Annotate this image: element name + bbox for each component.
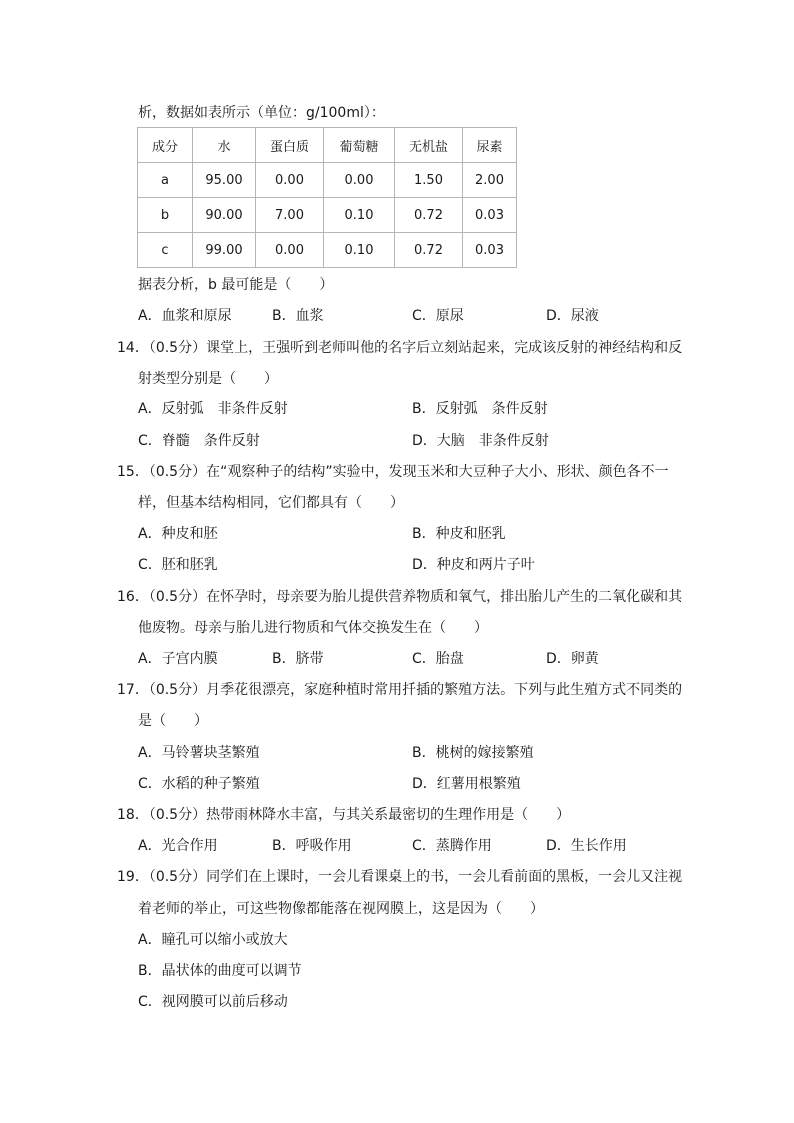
table-header: 尿素 — [463, 128, 517, 163]
table-cell: 0.72 — [395, 198, 463, 233]
table-cell: 1.50 — [395, 163, 463, 198]
q18-option-a[interactable]: A．光合作用 — [138, 838, 218, 854]
q14-option-d[interactable]: D．大脑 非条件反射 — [412, 433, 549, 449]
q18-option-b[interactable]: B．呼吸作用 — [272, 838, 352, 854]
q13-option-b[interactable]: B．血浆 — [272, 308, 324, 324]
intro-text: 析，数据如表所示（单位：g/100ml）： — [138, 105, 385, 121]
table-cell: b — [138, 198, 193, 233]
table-cell: 2.00 — [463, 163, 517, 198]
table-row — [138, 233, 517, 268]
q16-option-c[interactable]: C．胎盘 — [412, 651, 464, 667]
q15-option-a[interactable]: A．种皮和胚 — [138, 526, 218, 542]
q19-stem-line2: 着老师的举止，可这些物像都能落在视网膜上，这是因为（ ） — [138, 901, 544, 917]
q18-option-d[interactable]: D．生长作用 — [546, 838, 627, 854]
q16-stem-line2: 他废物。母亲与胎儿进行物质和气体交换发生在（ ） — [138, 620, 488, 636]
q15-option-c[interactable]: C．胚和胚乳 — [138, 557, 218, 573]
table-cell: a — [138, 163, 193, 198]
q17-option-a[interactable]: A．马铃薯块茎繁殖 — [138, 745, 260, 761]
q16-option-b[interactable]: B．脐带 — [272, 651, 324, 667]
table-cell: 7.00 — [256, 198, 324, 233]
table-header-row — [138, 128, 517, 163]
table-row — [138, 198, 517, 233]
q14-stem-line2: 射类型分别是（ ） — [138, 371, 278, 387]
q13-option-d[interactable]: D．尿液 — [546, 308, 599, 324]
data-table — [137, 127, 517, 268]
table-cell: 0.00 — [324, 163, 395, 198]
q18-stem-line1: 18．（0.5分）热带雨林降水丰富，与其关系最密切的生理作用是（ ） — [117, 807, 571, 823]
q19-option-b[interactable]: B．晶状体的曲度可以调节 — [138, 963, 302, 979]
q15-stem-line2: 样，但基本结构相同，它们都具有（ ） — [138, 495, 404, 511]
q18-option-c[interactable]: C．蒸腾作用 — [412, 838, 492, 854]
q19-option-a[interactable]: A．瞳孔可以缩小或放大 — [138, 932, 288, 948]
table-cell: 0.00 — [256, 163, 324, 198]
table-header: 蛋白质 — [256, 128, 324, 163]
table-cell: 0.00 — [256, 233, 324, 268]
table-header: 成分 — [138, 128, 193, 163]
q15-option-b[interactable]: B．种皮和胚乳 — [412, 526, 506, 542]
q17-stem-line1: 17．（0.5分）月季花很漂亮，家庭种植时常用扦插的繁殖方法。下列与此生殖方式不同类的 — [117, 682, 683, 698]
q15-stem-line1: 15．（0.5分）在“观察种子的结构”实验中，发现玉米和大豆种子大小、形状、颜色各不一 — [117, 464, 669, 480]
q14-stem-line1: 14．（0.5分）课堂上，王强听到老师叫他的名字后立刻站起来，完成该反射的神经结构和反 — [117, 340, 683, 356]
q16-option-a[interactable]: A．子宫内膜 — [138, 651, 218, 667]
table-cell: c — [138, 233, 193, 268]
q17-option-b[interactable]: B．桃树的嫁接繁殖 — [412, 745, 534, 761]
q14-option-b[interactable]: B．反射弧 条件反射 — [412, 401, 548, 417]
q17-stem-line2: 是（ ） — [138, 713, 208, 729]
q14-option-c[interactable]: C．脊髓 条件反射 — [138, 433, 260, 449]
table-cell: 0.10 — [324, 233, 395, 268]
table-header: 无机盐 — [395, 128, 463, 163]
table-cell: 95.00 — [193, 163, 256, 198]
table-header: 葡萄糖 — [324, 128, 395, 163]
table-cell: 0.03 — [463, 198, 517, 233]
q13-option-c[interactable]: C．原尿 — [412, 308, 464, 324]
table-header: 水 — [193, 128, 256, 163]
q15-option-d[interactable]: D．种皮和两片子叶 — [412, 557, 535, 573]
q13-option-a[interactable]: A．血浆和原尿 — [138, 308, 232, 324]
table-cell: 0.03 — [463, 233, 517, 268]
q19-option-c[interactable]: C．视网膜可以前后移动 — [138, 994, 288, 1010]
table-cell: 90.00 — [193, 198, 256, 233]
q17-option-d[interactable]: D．红薯用根繁殖 — [412, 776, 521, 792]
table-cell: 0.10 — [324, 198, 395, 233]
table-row — [138, 163, 517, 198]
q17-option-c[interactable]: C．水稻的种子繁殖 — [138, 776, 260, 792]
table-cell: 99.00 — [193, 233, 256, 268]
table-cell: 0.72 — [395, 233, 463, 268]
q13-stem: 据表分析，b 最可能是（ ） — [138, 277, 334, 293]
q14-option-a[interactable]: A．反射弧 非条件反射 — [138, 401, 288, 417]
q19-stem-line1: 19．（0.5分）同学们在上课时，一会儿看课桌上的书，一会儿看前面的黑板，一会儿又注视 — [117, 869, 683, 885]
q16-option-d[interactable]: D．卵黄 — [546, 651, 599, 667]
q16-stem-line1: 16．（0.5分）在怀孕时，母亲要为胎儿提供营养物质和氧气，排出胎儿产生的二氧化碳和其 — [117, 589, 683, 605]
